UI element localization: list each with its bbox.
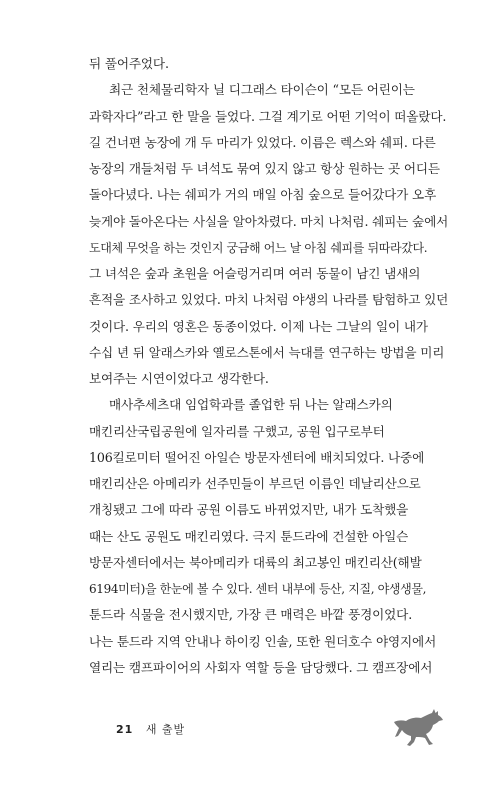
text-line: 농장의 개들처럼 두 녀석도 묶여 있지 않고 항상 원하는 곳 어디든 xyxy=(89,161,440,176)
page-footer xyxy=(116,721,185,737)
text-line: 최근 천체물리학자 닐 디그래스 타이슨이 “모든 어린이는 xyxy=(109,82,415,98)
section-title: 새 출발 xyxy=(145,723,186,736)
body-text xyxy=(89,51,449,681)
text-line: 것이다. 우리의 영혼은 동종이었다. 이제 나는 그날의 일이 내가 xyxy=(89,318,428,334)
text-line: 늦게야 돌아온다는 사실을 알아차렸다. 마치 나처럼. 쉐피는 숲에서 xyxy=(89,213,449,229)
text-line: 돌아다녔다. 나는 쉐피가 거의 매일 아침 숲으로 들어갔다가 오후 xyxy=(89,187,437,203)
text-line: 그 녀석은 숲과 초원을 어슬렁거리며 여러 동물이 남긴 냄새의 xyxy=(89,266,421,281)
text-line: 106킬로미터 떨어진 아일슨 방문자센터에 배치되었다. 나중에 xyxy=(89,449,425,465)
text-line: 흔적을 조사하고 있었다. 마치 나처럼 야생의 나라를 탐험하고 있던 xyxy=(89,292,449,308)
wolf-silhouette-icon xyxy=(392,708,444,748)
text-line: 매킨리산국립공원에 일자리를 구했고, 공원 입구로부터 xyxy=(89,423,385,439)
text-line: 매킨리산은 아메리카 선주민들이 부르던 이름인 데날리산으로 xyxy=(89,476,421,491)
text-line: 과학자다”라고 한 말을 들었다. 그걸 계기로 어떤 기억이 떠올랐다. xyxy=(89,108,447,124)
text-line: 나는 툰드라 지역 안내나 하이킹 인솔, 또한 원더호수 야영지에서 xyxy=(89,633,437,649)
text-line: 6194미터)을 한눈에 볼 수 있다. 센터 내부에 등산, 지질, 야생생물, xyxy=(89,582,427,596)
text-line: 열리는 캠프파이어의 사회자 역할 등을 담당했다. 그 캠프장에서 xyxy=(89,659,433,675)
page-number: 21 xyxy=(116,723,134,736)
text-line: 도대체 무엇을 하는 것인지 궁금해 어느 날 아침 쉐피를 뒤따라갔다. xyxy=(89,240,428,255)
text-line: 보여주는 시연이었다고 생각한다. xyxy=(89,371,269,386)
text-line: 방문자센터에서는 북아메리카 대륙의 최고봉인 매킨리산(해발 xyxy=(89,554,422,570)
text-line: 툰드라 식물을 전시했지만, 가장 큰 매력은 바깥 풍경이었다. xyxy=(89,607,413,623)
text-line: 때는 산도 공원도 매킨리였다. 극지 툰드라에 건설한 아일슨 xyxy=(89,528,409,544)
text-line: 뒤 풀어주었다. xyxy=(89,56,169,71)
text-line: 수십 년 뒤 알래스카와 옐로스톤에서 늑대를 연구하는 방법을 미리 xyxy=(89,344,445,360)
text-line: 길 건너편 농장에 개 두 마리가 있었다. 이름은 렉스와 쉐피. 다른 xyxy=(89,134,436,150)
text-line: 매사추세츠대 임업학과를 졸업한 뒤 나는 알래스카의 xyxy=(109,397,393,413)
text-line: 개칭됐고 그에 따라 공원 이름도 바뀌었지만, 내가 도착했을 xyxy=(89,502,409,518)
